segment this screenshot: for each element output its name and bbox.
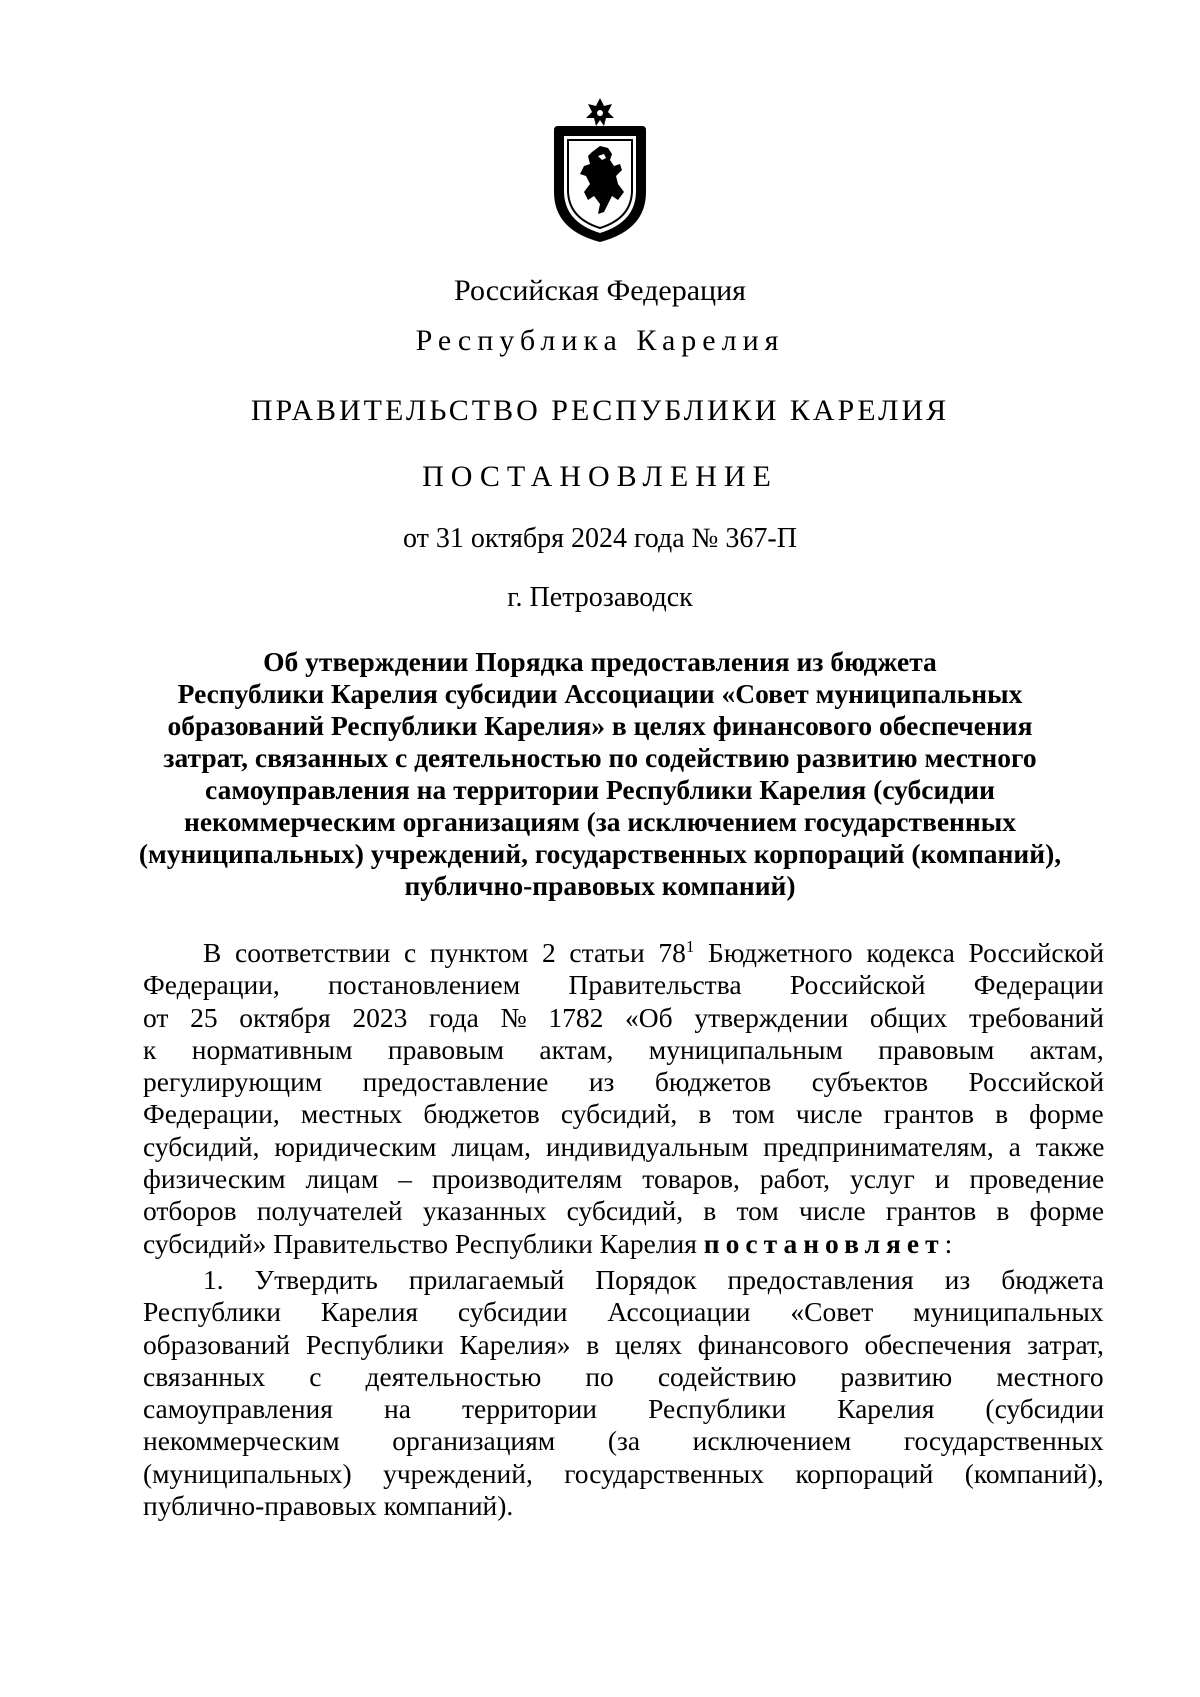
title-line: Республики Карелия субсидии Ассоциации «Совет муниципальных — [177, 678, 1023, 709]
document-city: г. Петрозаводск — [507, 582, 693, 613]
preamble-last-b: : — [944, 1227, 953, 1259]
title-line: затрат, связанных с деятельностью по содействию развитию местного — [163, 742, 1037, 773]
title-line: публично-правовых компаний) — [404, 870, 796, 901]
title-line: Об утверждении Порядка предоставления из бюджета — [263, 646, 937, 677]
resolves-word: постановляет — [703, 1227, 945, 1259]
title-line: (муниципальных) учреждений, государственных корпораций (компаний), — [138, 838, 1062, 869]
preamble-line: от 25 октября 2023 года № 1782 «Об утверждении общих требований — [143, 1001, 1104, 1033]
preamble-line: физическим лицам – производителям товаров, работ, услуг и проведение — [143, 1163, 1105, 1195]
preamble-line-first-b: Бюджетного кодекса Российской — [694, 937, 1105, 968]
preamble-line: регулирующим предоставление из бюджетов субъектов Российской — [143, 1066, 1105, 1098]
government-name: ПРАВИТЕЛЬСТВО РЕСПУБЛИКИ КАРЕЛИЯ — [250, 394, 950, 427]
title-line: образований Республики Карелия» в целях финансового обеспечения — [167, 710, 1033, 741]
article-superscript: 1 — [685, 936, 695, 956]
document-title — [130, 646, 1070, 902]
preamble-line: субсидий, юридическим лицам, индивидуальным предпринимателям, а также — [143, 1130, 1105, 1162]
republic-name: Республика Карелия — [415, 324, 785, 357]
preamble-line-first — [143, 937, 1104, 969]
item-1-line: образований Республики Карелия» в целях финансового обеспечения затрат, — [143, 1328, 1104, 1360]
item-1-paragraph — [143, 1264, 1104, 1522]
item-1-line: Республики Карелия субсидии Ассоциации «Совет муниципальных — [143, 1296, 1104, 1328]
country-name: Российская Федерация — [454, 274, 746, 307]
item-1-line: (муниципальных) учреждений, государственных корпораций (компаний), — [143, 1457, 1104, 1489]
item-1-line-last: публично-правовых компаний). — [143, 1490, 514, 1522]
title-line: самоуправления на территории Республики Карелия (субсидии — [205, 774, 995, 805]
karelia-coat-of-arms-icon — [548, 96, 652, 244]
preamble-line: к нормативным правовым актам, муниципальным правовым актам, — [143, 1033, 1104, 1065]
preamble-line: Федерации, постановлением Правительства Российской Федерации — [143, 969, 1104, 1001]
preamble-line-last — [143, 1228, 1104, 1260]
item-1-line-first: 1. Утвердить прилагаемый Порядок предоставления из бюджета — [203, 1264, 1104, 1295]
item-1-line: самоуправления на территории Республики Карелия (субсидии — [143, 1393, 1105, 1425]
preamble-line: отборов получателей указанных субсидий, в том числе грантов в форме — [143, 1195, 1105, 1227]
preamble-line: Федерации, местных бюджетов субсидий, в том числе грантов в форме — [143, 1098, 1104, 1130]
preamble-last-a: субсидий» Правительство Республики Карелия — [143, 1227, 704, 1259]
item-1-line: некоммерческим организациям (за исключением государственных — [143, 1425, 1104, 1457]
document-date-number: от 31 октября 2024 года № 367-П — [403, 523, 797, 554]
preamble-paragraph — [143, 937, 1104, 1260]
document-type: ПОСТАНОВЛЕНИЕ — [422, 460, 778, 493]
preamble-line-first-a: В соответствии с пунктом 2 статьи 78 — [203, 937, 686, 968]
item-1-line: связанных с деятельностью по содействию развитию местного — [143, 1360, 1104, 1392]
title-line: некоммерческим организациям (за исключением государственных — [184, 806, 1016, 837]
